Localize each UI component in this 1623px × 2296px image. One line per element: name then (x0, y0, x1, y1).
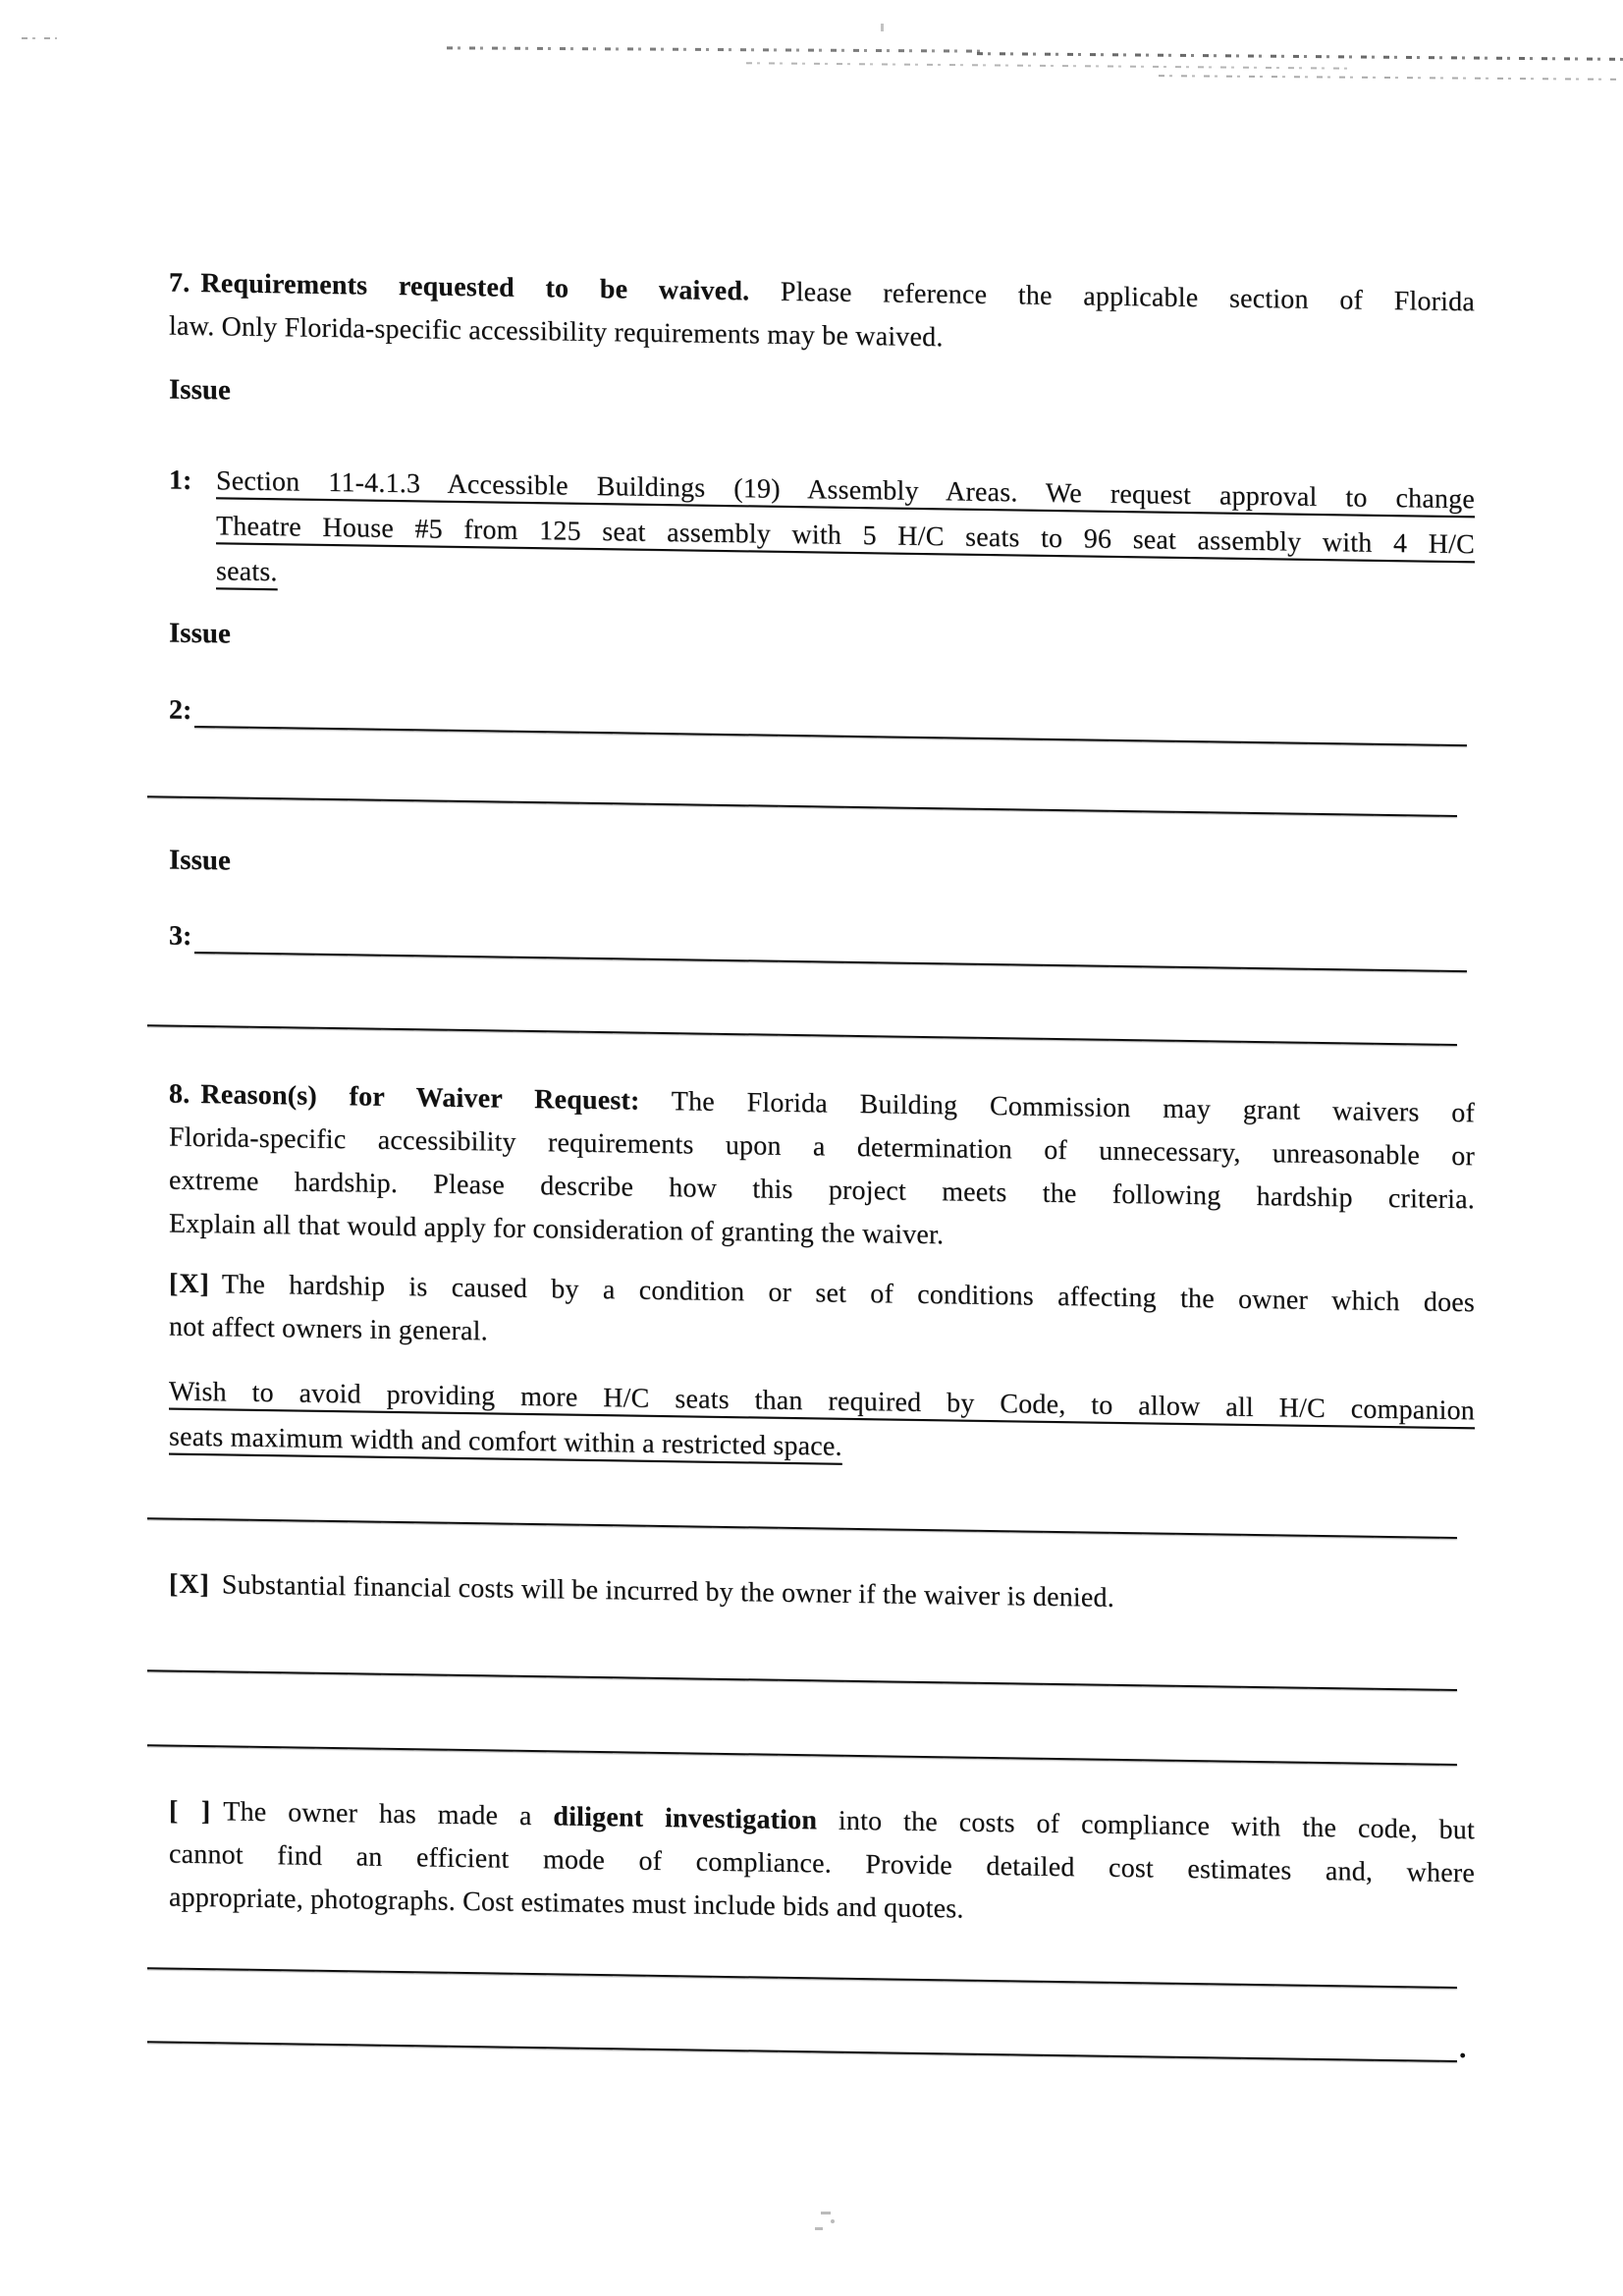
issue-3-write-in-line (194, 952, 1467, 972)
answer-blank-line (147, 1744, 1457, 1766)
issue-2-blank-line (147, 795, 1457, 817)
issue-1-answer-line: Theatre House #5 from 125 seat assembly with 5 H/C seats to 96 seat assembly with 4 H/C (216, 511, 1475, 561)
criterion-2-line-1 (169, 1563, 1475, 1626)
hardship-answer-line: seats maximum width and comfort within a restricted space. (169, 1421, 842, 1462)
criterion-2-text: Substantial financial costs will be incurred by the owner if the waiver is denied. (221, 1569, 1114, 1613)
answer-blank-line (147, 1967, 1457, 1989)
checkbox-checked: [X] (169, 1568, 210, 1601)
criterion-3-text: The owner has made a (223, 1796, 554, 1832)
issue-3-number: 3: (169, 920, 192, 952)
issue-2-write-in-line (194, 726, 1467, 746)
issue-1-answer-line: seats. (216, 556, 278, 588)
section-8-title: Reason(s) for Waiver Request: (200, 1079, 640, 1117)
section-8-text: The Florida Building Commission may grant waivers of (639, 1085, 1475, 1129)
issue-2-number: 2: (169, 694, 192, 726)
section-7-number: 7. (169, 267, 190, 299)
issue-1-answer (216, 459, 1475, 613)
criterion-1-line-2: not affect owners in general. (169, 1311, 488, 1347)
criterion-hardship-condition (169, 1263, 1475, 1369)
issue-heading-3: Issue (169, 844, 231, 877)
trailing-period: . (1459, 2032, 1467, 2065)
section-7-text: Please reference the applicable section of Florida (749, 276, 1475, 318)
issue-1-block (169, 459, 1475, 614)
hardship-answer (169, 1370, 1475, 1480)
section-7-paragraph (169, 262, 1475, 368)
hardship-answer-line: Wish to avoid providing more H/C seats than required by Code, to allow all H/C companion (169, 1376, 1475, 1427)
answer-blank-line (147, 2041, 1457, 2062)
issue-heading-2: Issue (169, 617, 231, 650)
criterion-3-line-3: appropriate, photographs. Cost estimates must include bids and quotes. (169, 1882, 964, 1925)
criterion-3-line-2: cannot find an efficient mode of compliance. Provide detailed cost estimates and, where (169, 1838, 1475, 1889)
issue-1-answer-line: Section 11-4.1.3 Accessible Buildings (19) Assembly Areas. We request approval to change (216, 465, 1475, 516)
criterion-diligent-investigation (169, 1790, 1475, 1940)
issue-2-row (169, 688, 1467, 753)
checkbox-checked: [X] (169, 1268, 210, 1300)
section-8-number: 8. (169, 1078, 190, 1110)
issue-3-blank-line (147, 1024, 1457, 1046)
criterion-financial-costs (169, 1563, 1475, 1626)
criterion-1-text: The hardship is caused by a condition or set of conditions affecting the owner which does (221, 1269, 1475, 1319)
answer-blank-line (147, 1517, 1457, 1539)
issue-heading-1: Issue (169, 373, 231, 407)
section-8-line-3: extreme hardship. Please describe how this project meets the following hardship criteria. (169, 1165, 1475, 1216)
answer-blank-line (147, 1669, 1457, 1691)
checkbox-unchecked: [ ] (169, 1795, 212, 1828)
section-7-line-2: law. Only Florida-specific accessibility requirements may be waived. (169, 310, 944, 354)
criterion-3-text: into the costs of compliance with the code, but (817, 1805, 1475, 1846)
section-8-line-2: Florida-specific accessibility requirements upon a determination of unnecessary, unreasonable or (169, 1121, 1475, 1173)
section-8-paragraph (169, 1073, 1475, 1266)
issue-3-row (169, 914, 1467, 979)
section-8-line-4: Explain all that would apply for consideration of granting the waiver. (169, 1208, 945, 1251)
issue-1-number: 1: (169, 465, 192, 496)
criterion-3-bold-text: diligent investigation (553, 1801, 818, 1836)
section-7-title: Requirements requested to be waived. (200, 268, 750, 307)
